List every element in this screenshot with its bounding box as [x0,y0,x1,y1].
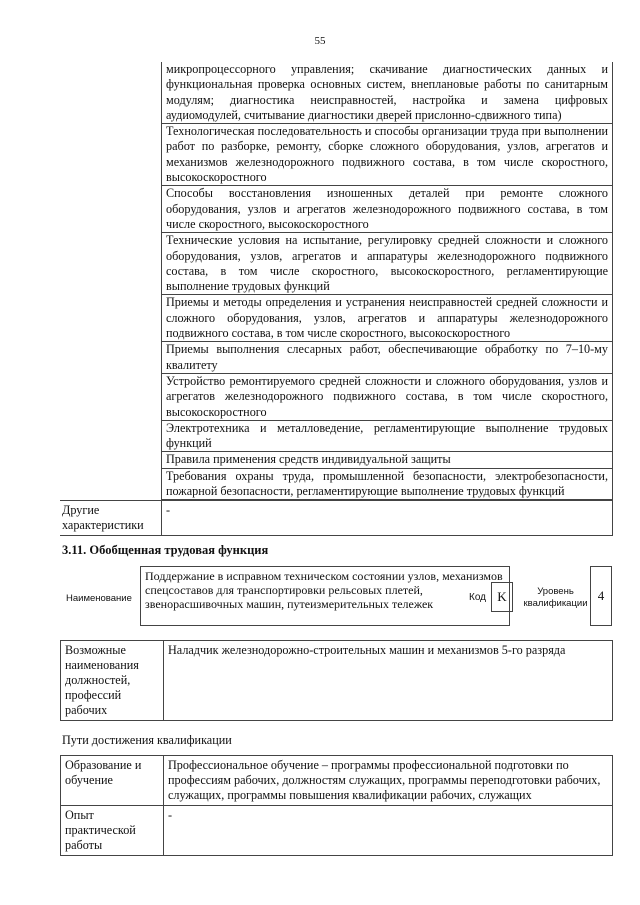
knowledge-item: Приемы и методы определения и устранения неисправностей средней сложности и сложного оборудования, узлов, агрегатов и аппаратуры железнодорожного подвижного состава, в том числе скоростного, высокоскоростного [162,295,612,342]
knowledge-items-cell [162,62,613,501]
knowledge-item: Устройство ремонтируемого средней сложности и сложного оборудования, узлов и агрегатов железнодорожного подвижного состава, в том числе скоростного, высокоскоростного [162,374,612,421]
paths-table [60,755,613,856]
code-value: K [491,582,513,612]
code-label: Код [469,592,487,603]
page-number: 55 [314,35,326,47]
knowledge-item: Приемы выполнения слесарных работ, обеспечивающие обработку по 7–10-му квалитету [162,342,612,374]
knowledge-item: Требования охраны труда, промышленной безопасности, электробезопасности, пожарной безопасности, регламентирующие выполнение трудовых функций [162,469,612,501]
knowledge-table [60,62,613,536]
other-characteristics-value: - [162,501,613,536]
positions-label: Возможные наименования должностей, профессий рабочих [61,641,164,721]
experience-row [61,806,613,856]
paths-heading: Пути достижения квалификации [62,733,232,747]
positions-table [60,640,613,721]
positions-row [61,641,613,721]
knowledge-item: Электротехника и металловедение, регламентирующие выполнение трудовых функций [162,421,612,453]
experience-value: - [164,806,613,856]
experience-label: Опыт практической работы [61,806,164,856]
knowledge-item: Технологическая последовательность и способы организации труда при выполнении работ по разборке, ремонту, сборке сложного оборудования, узлов, агрегатов и механизмов железнодорожного подвижного состава, в том числе скоростного, высокоскоростного [162,124,612,186]
function-header [62,566,612,628]
education-row [61,756,613,806]
knowledge-item: микропроцессорного управления; скачивание диагностических данных и функциональная проверка основных систем, внеплановые работы по санитарным модулям; диагностика неисправностей, настройка и замена цифровых аудиомодулей, считывание диагностики дверей прислонно-сдвижного типа) [162,62,612,124]
other-characteristics-label: Другие характеристики [60,501,162,536]
education-label: Образование и обучение [61,756,164,806]
function-name: Поддержание в исправном техническом состоянии узлов, механизмов спецсоставов для транспортировки рельсовых плетей, звенорасшивочных машин, путеизмерительных тележек [140,566,510,626]
level-label: Уровень квалификации [523,586,588,609]
knowledge-item: Способы восстановления изношенных деталей при ремонте сложного оборудования, узлов и агрегатов железнодорожного подвижного состава, в том числе скоростного, высокоскоростного [162,186,612,233]
name-label: Наименование [66,593,132,604]
knowledge-label-cell [60,62,162,501]
education-value: Профессиональное обучение – программы профессиональной подготовки по профессиям рабочих, должностям служащих, программы переподготовки рабочих, служащих, программы повышения квалификации рабочих, служащих [164,756,613,806]
section-heading: 3.11. Обобщенная трудовая функция [62,543,269,557]
knowledge-item: Правила применения средств индивидуальной защиты [162,452,612,468]
knowledge-item: Технические условия на испытание, регулировку средней сложности и сложного оборудования, узлов, агрегатов и аппаратуры железнодорожного подвижного состава, в том числе скоростного, высокоскоростного, регламентирующие выполнение трудовых функций [162,233,612,295]
positions-value: Наладчик железнодорожно-строительных машин и механизмов 5-го разряда [164,641,613,721]
other-characteristics-row [60,501,613,536]
level-value: 4 [590,566,612,626]
knowledge-row [60,62,613,501]
